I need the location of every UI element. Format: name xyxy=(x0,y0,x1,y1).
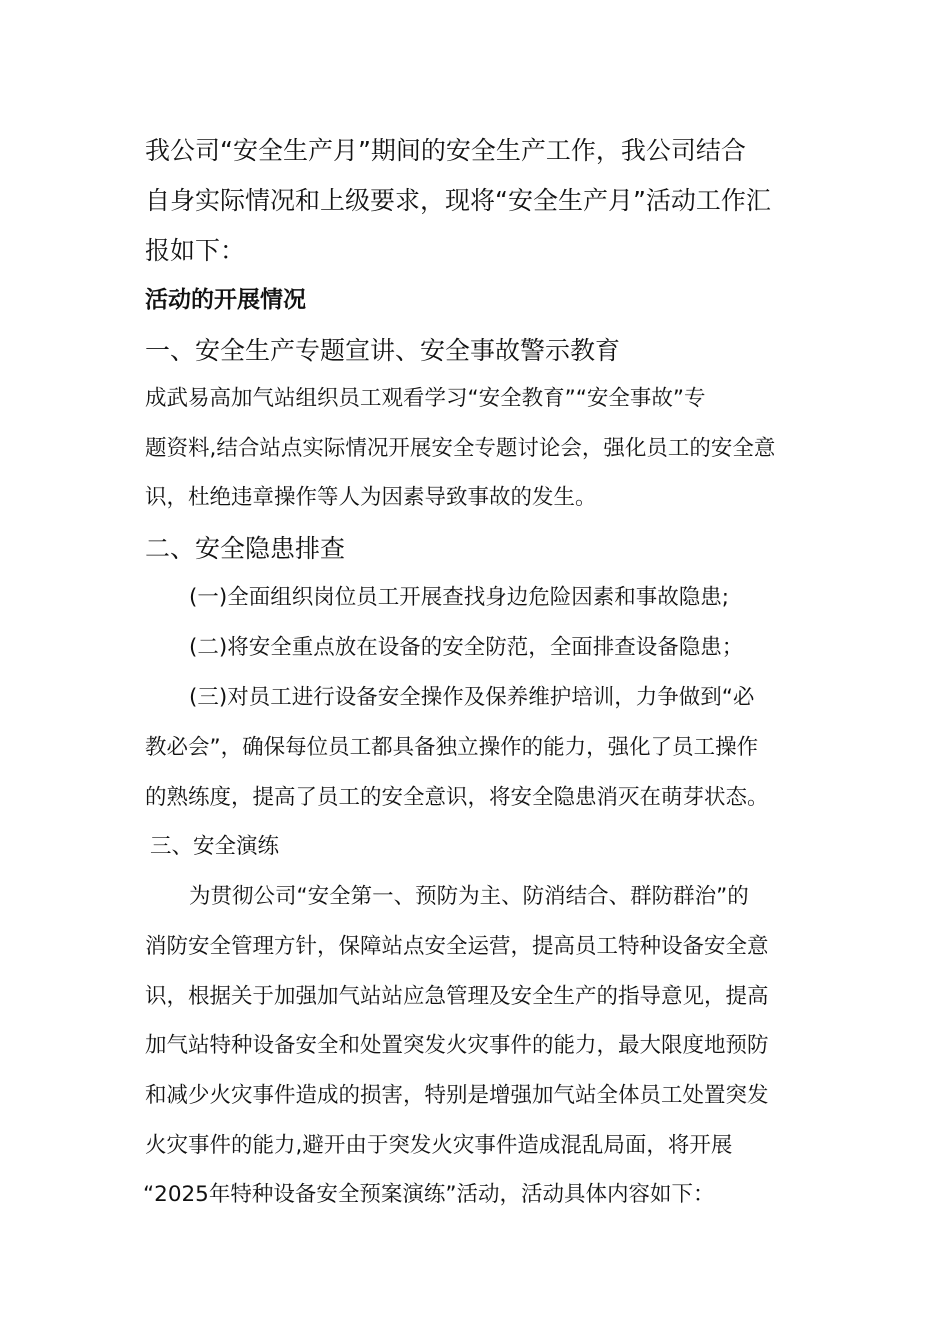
list-item: (一)全面组织岗位员工开展查找身边危险因素和事故隐患; xyxy=(189,585,730,610)
list-item: (三)对员工进行设备安全操作及保养维护培训，力争做到“必 xyxy=(189,685,755,710)
paragraph-line: 识，根据关于加强加气站站应急管理及安全生产的指导意见，提高 xyxy=(145,984,769,1009)
intro-line: 报如下： xyxy=(145,236,246,265)
intro-line: 自身实际情况和上级要求，现将“安全生产月”活动工作汇 xyxy=(145,186,771,215)
paragraph-line: “2025年特种设备安全预案演练”活动，活动具体内容如下： xyxy=(143,1182,715,1207)
paragraph-line: 火灾事件的能力,避开由于突发火灾事件造成混乱局面，将开展 xyxy=(145,1133,733,1158)
part2-heading: 二、安全隐患排查 xyxy=(145,534,346,563)
paragraph-line: 的熟练度，提高了员工的安全意识，将安全隐患消灭在萌芽状态。 xyxy=(145,785,769,810)
section-title: 活动的开展情况 xyxy=(145,287,306,313)
paragraph-line: 识，杜绝违章操作等人为因素导致事故的发生。 xyxy=(145,485,597,510)
paragraph-line: 和减少火灾事件造成的损害，特别是增强加气站全体员工处置突发 xyxy=(145,1083,769,1108)
paragraph-line: 加气站特种设备安全和处置突发火灾事件的能力，最大限度地预防 xyxy=(145,1033,769,1058)
part1-heading: 一、安全生产专题宣讲、安全事故警示教育 xyxy=(145,336,621,365)
paragraph-line: 为贯彻公司“安全第一、预防为主、防消结合、群防群治”的 xyxy=(189,884,749,909)
paragraph-line: 成武易高加气站组织员工观看学习“安全教育”“安全事故”专 xyxy=(145,386,706,411)
paragraph-line: 教必会”，确保每位员工都具备独立操作的能力，强化了员工操作 xyxy=(145,735,759,760)
part3-heading: 三、安全演练 xyxy=(150,834,280,859)
intro-line: 我公司“安全生产月”期间的安全生产工作，我公司结合 xyxy=(145,136,746,165)
list-item: (二)将安全重点放在设备的安全防范，全面排查设备隐患； xyxy=(189,635,744,660)
paragraph-line: 消防安全管理方针，保障站点安全运营，提高员工特种设备安全意 xyxy=(145,934,769,959)
paragraph-line: 题资料,结合站点实际情况开展安全专题讨论会，强化员工的安全意 xyxy=(145,436,776,461)
